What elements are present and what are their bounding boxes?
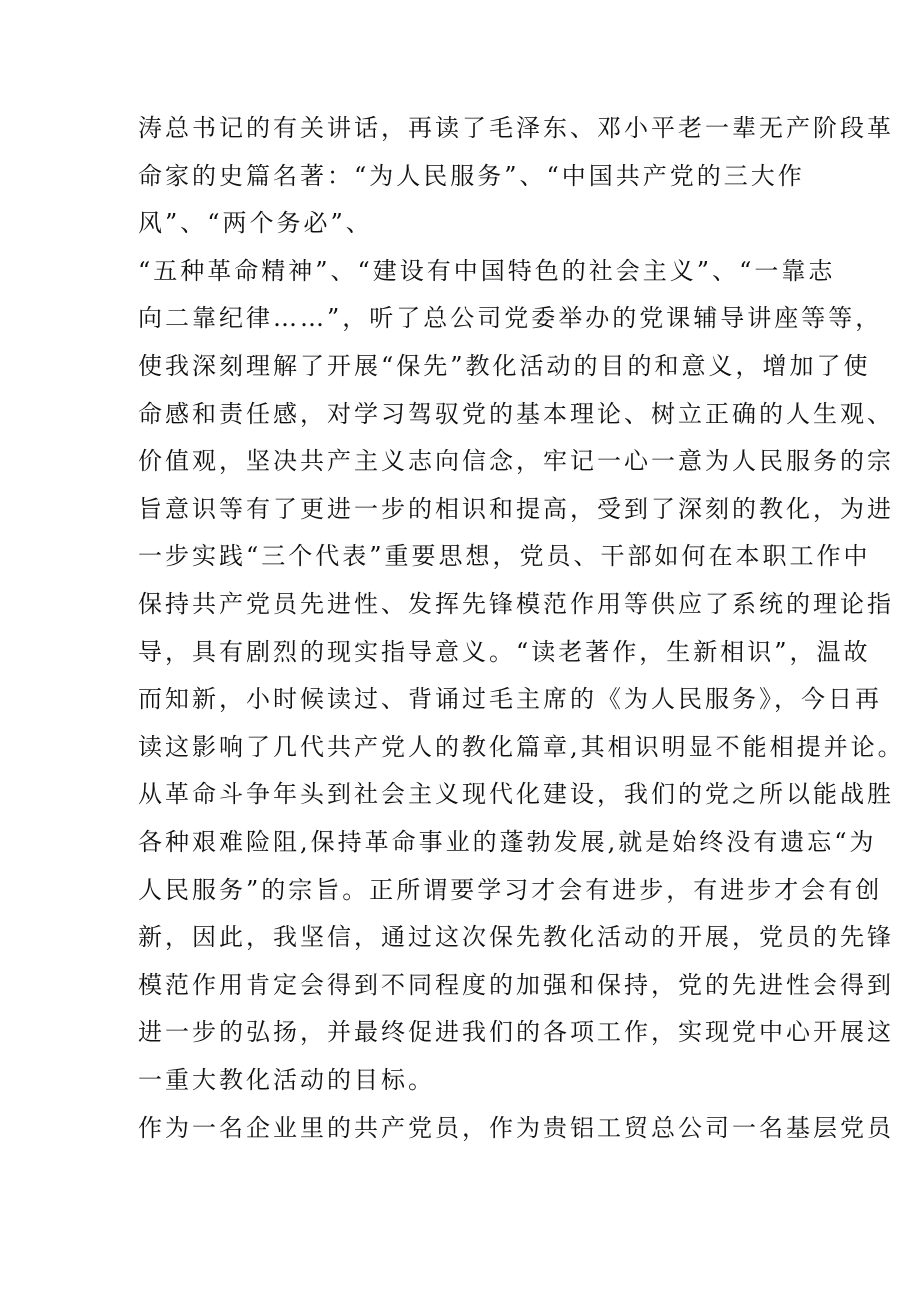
text-line: 模范作用肯定会得到不同程度的加强和保持，党的先进性会得到 (138, 970, 894, 999)
text-line: 作为一名企业里的共产党员，作为贵铝工贸总公司一名基层党员 (138, 1113, 894, 1142)
text-line: 各种艰难险阻,保持革命事业的蓬勃发展,就是始终没有遗忘“为 (138, 828, 877, 856)
text-line: 一重大教化活动的目标。 (138, 1066, 435, 1094)
text-line: “五种革命精神”、“建设有中国特色的社会主义”、“一靠志 (138, 256, 836, 285)
text-line: 导，具有剧烈的现实指导意义。“读老著作，生新相识”，温故 (138, 637, 871, 666)
text-line: 向二靠纪律……”，听了总公司党委举办的党课辅导讲座等等， (138, 304, 883, 333)
text-line: 使我深刻理解了开展“保先”教化活动的目的和意义，增加了使 (138, 352, 871, 380)
text-line: 涛总书记的有关讲话，再读了毛泽东、邓小平老一辈无产阶段革 (138, 114, 894, 142)
text-line: 从革命斗争年头到社会主义现代化建设，我们的党之所以能战胜 (138, 780, 894, 809)
text-line: 命感和责任感，对学习驾驭党的基本理论、树立正确的人生观、 (138, 399, 894, 428)
text-line: 人民服务”的宗旨。正所谓要学习才会有进步，有进步才会有创 (138, 875, 883, 904)
text-line: 一步实践“三个代表”重要思想，党员、干部如何在本职工作中 (138, 542, 871, 571)
text-line: 价值观，坚决共产主义志向信念，牢记一心一意为人民服务的宗 (138, 447, 894, 476)
text-line: 命家的史篇名著：“为人民服务”、“中国共产党的三大作 (138, 161, 805, 190)
text-line: 进一步的弘扬，并最终促进我们的各项工作，实现党中心开展这 (138, 1018, 894, 1047)
text-line: 而知新，小时候读过、背诵过毛主席的《为人民服务》，今日再 (138, 685, 882, 714)
text-line: 读这影响了几代共产党人的教化篇章,其相识明显不能相提并论。 (138, 732, 905, 761)
text-line: 旨意识等有了更进一步的相识和提高，受到了深刻的教化，为进 (138, 494, 894, 523)
text-line: 风”、“两个务必”、 (138, 209, 373, 238)
text-line: 保持共产党员先进性、发挥先锋模范作用等供应了系统的理论指 (138, 590, 894, 618)
text-line: 新，因此，我坚信，通过这次保先教化活动的开展，党员的先锋 (138, 923, 894, 952)
